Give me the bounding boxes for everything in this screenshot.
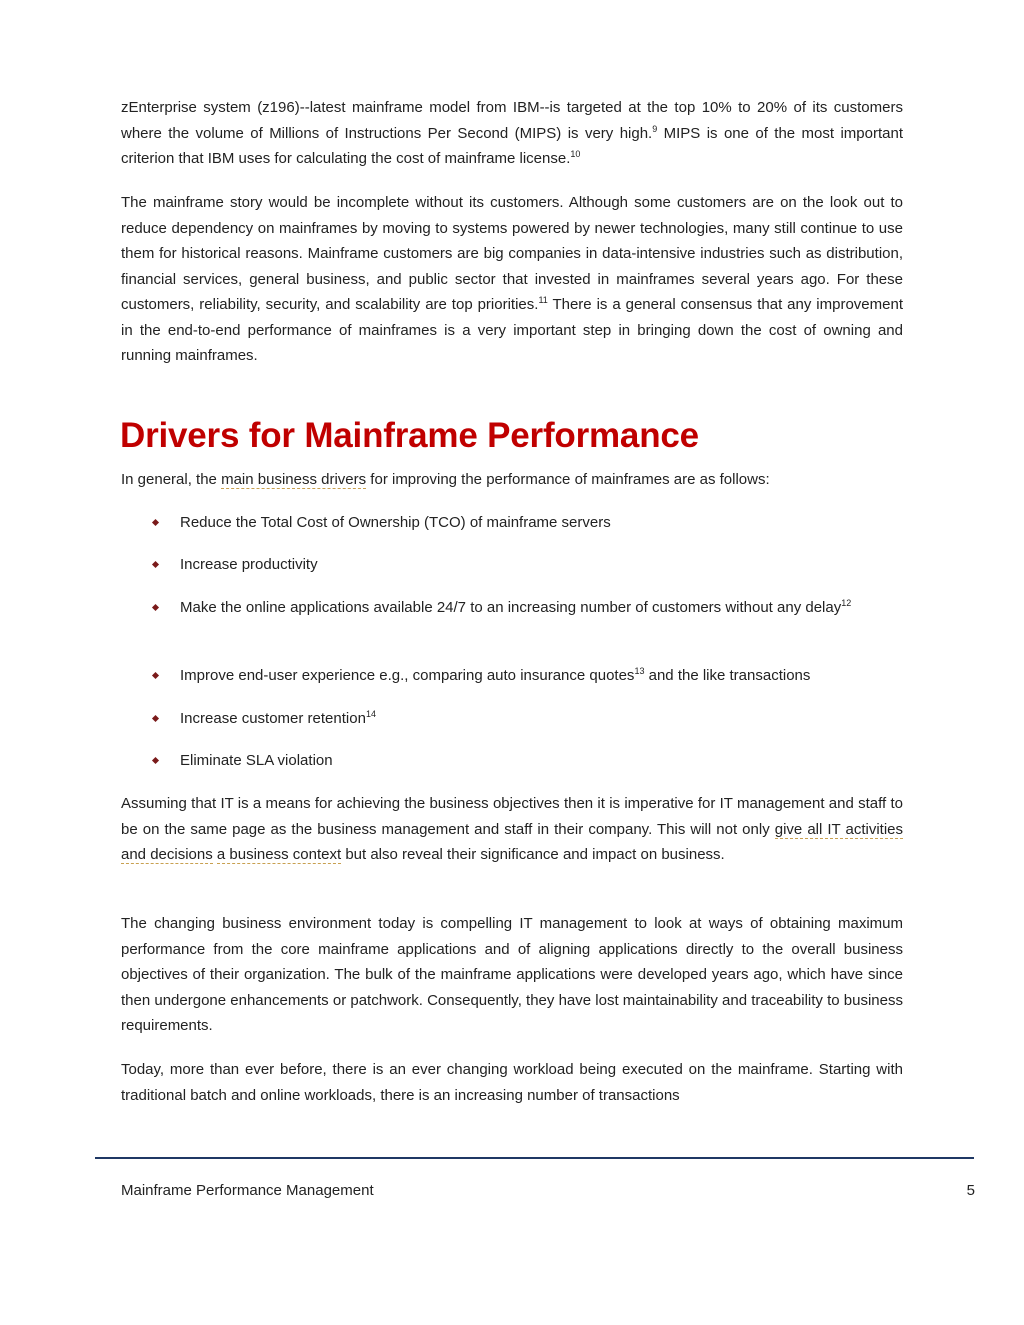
list-item-text: Reduce the Total Cost of Ownership (TCO) of mainframe servers (180, 514, 611, 531)
grammar-flag-business-context[interactable]: a business context (216, 846, 342, 863)
list-item (150, 748, 903, 774)
paragraph-text: The mainframe story would be incomplete without its customers. Although some customers are on the look out to reduce dependency on mainframes by moving to systems powered by newer technologies, many still continue to use them for historical reasons. Mainframe customers are big companies in data-intensive industries such as distribution, financial services, general business, and public sector that invested in mainframes several years ago. For these customers, reliability, security, and scalability are top priorities. (121, 194, 903, 313)
paragraph-text: In general, the (121, 471, 222, 488)
grammar-flag-it-activities[interactable]: give all IT activities and decisions (121, 820, 903, 863)
list-item-text: and the like transactions (644, 667, 811, 684)
footnote-ref-9[interactable]: 9 (652, 123, 658, 134)
list-item-text: Make the online applications available 24/7 to an increasing number of customers without any delay (180, 599, 842, 616)
footnote-ref-13[interactable]: 13 (634, 666, 645, 676)
section-heading: Drivers for Mainframe Performance (120, 416, 699, 455)
bullet-diamond-icon (152, 757, 159, 764)
paragraph-text: Assuming that IT is a means for achieving the business objectives then it is imperative for IT management and staff to be on the same page as the business management and staff in their company. This will not only (121, 795, 903, 838)
list-item (150, 706, 903, 732)
bullet-diamond-icon (152, 604, 159, 611)
bullet-diamond-icon (152, 715, 159, 722)
paragraph-assuming (121, 791, 903, 868)
bullet-diamond-icon (152, 519, 159, 526)
intro-paragraph (121, 467, 903, 493)
footer-divider (95, 1157, 974, 1159)
paragraph-changing-environment: The changing business environment today is compelling IT management to look at ways of obtaining maximum performance from the core mainframe applications and of aligning applications directly to the overall business objectives of their organization. The bulk of the mainframe applications were developed years ago, which have since then undergone enhancements or patchwork. Consequently, they have lost maintainability and traceability to business requirements. (121, 915, 903, 1034)
paragraph-text: There is a general consensus that any improvement in the end-to-end performance of mainframes is a very important step in bringing down the cost of owning and running mainframes. (121, 296, 903, 364)
paragraph-customers (121, 190, 903, 369)
list-item (150, 595, 903, 621)
grammar-flag-main-business-drivers[interactable]: main business drivers (221, 471, 367, 488)
footnote-ref-12[interactable]: 12 (841, 598, 852, 608)
bullet-diamond-icon (152, 561, 159, 568)
paragraph-workload: Today, more than ever before, there is an ever changing workload being executed on the mainframe. Starting with traditional batch and online workloads, there is an increasing number of transactions (121, 1061, 903, 1104)
paragraph-text: for improving the performance of mainframes are as follows: (366, 471, 770, 488)
paragraph-text: zEnterprise system (z196)--latest mainframe model from IBM--is targeted at the top 10% to 20% of its customers where the volume of Millions of Instructions Per Second (MIPS) is very high. (121, 99, 903, 142)
page-number: 5 (966, 1182, 975, 1199)
footnote-ref-10[interactable]: 10 (570, 149, 581, 159)
list-item (150, 510, 903, 536)
footnote-ref-14[interactable]: 14 (365, 709, 376, 719)
footnote-ref-11[interactable]: 11 (538, 295, 548, 305)
paragraph-text: but also reveal their significance and impact on business. (341, 846, 725, 863)
footer-title: Mainframe Performance Management (121, 1182, 374, 1199)
paragraph-text: MIPS is one of the most important criterion that IBM uses for calculating the cost of mainframe license. (121, 124, 903, 167)
list-item-text: Increase customer retention (180, 710, 366, 727)
list-item (150, 552, 903, 578)
paragraph-zenterprise (121, 95, 903, 172)
list-item-text: Eliminate SLA violation (180, 752, 333, 769)
list-item-text: Improve end-user experience e.g., comparing auto insurance quotes (180, 667, 635, 684)
bullet-diamond-icon (152, 672, 159, 679)
list-item-text: Increase productivity (180, 556, 318, 573)
list-item (150, 663, 903, 689)
